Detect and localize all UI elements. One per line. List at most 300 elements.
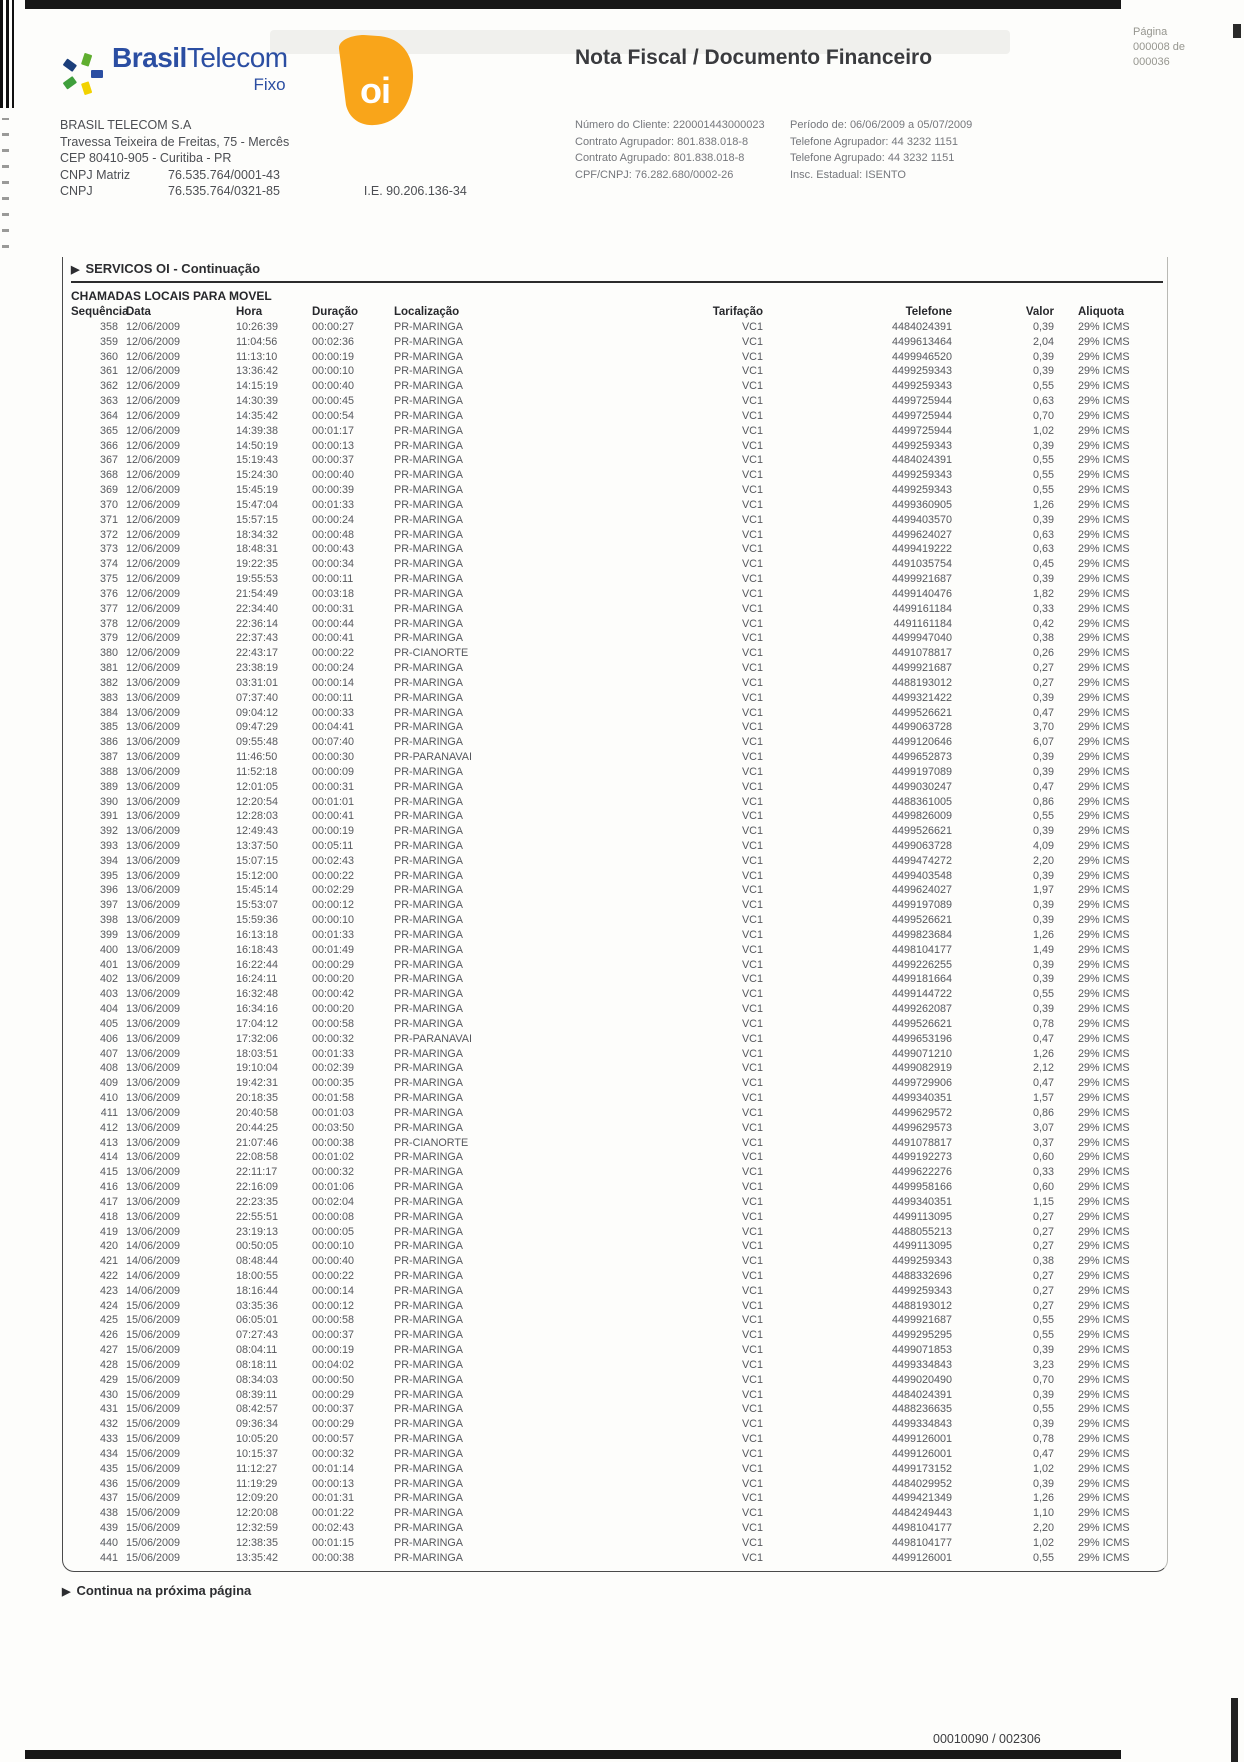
table-cell: PR-MARINGA <box>394 1418 463 1431</box>
table-cell: 4499946520 <box>891 350 952 363</box>
table-cell: PR-MARINGA <box>394 1507 463 1520</box>
column-header: Valor <box>1025 306 1054 318</box>
table-cell: 00:00:37 <box>312 454 355 467</box>
table-cell: 425 <box>99 1314 118 1327</box>
table-cell: 0,47 <box>1032 1077 1054 1090</box>
table-cell: 16:34:16 <box>236 1003 279 1016</box>
table-cell: 29% ICMS <box>1078 469 1130 482</box>
table-cell: 389 <box>99 780 118 793</box>
table-cell: 0,39 <box>1032 869 1054 882</box>
table-cell: 4484024391 <box>891 454 952 467</box>
table-cell: 13/06/2009 <box>126 780 181 793</box>
table-cell: 4499725944 <box>891 395 952 408</box>
table-cell: 401 <box>99 958 118 971</box>
table-row <box>71 1432 1163 1447</box>
table-cell: 4499120646 <box>891 736 952 749</box>
table-cell: 21:54:49 <box>236 587 279 600</box>
table-row <box>71 691 1163 706</box>
table-cell: 00:00:42 <box>312 988 355 1001</box>
table-cell: 11:46:50 <box>236 751 278 764</box>
table-cell: 00:00:38 <box>312 1136 355 1149</box>
table-cell: VC1 <box>741 1106 763 1119</box>
table-cell: 431 <box>99 1403 118 1416</box>
table-row <box>71 513 1163 528</box>
table-cell: 00:00:43 <box>312 543 355 556</box>
table-row <box>71 1239 1163 1254</box>
table-cell: 00:00:32 <box>312 1447 355 1460</box>
table-cell: 4499161184 <box>892 602 952 615</box>
table-cell: 29% ICMS <box>1078 528 1130 541</box>
table-cell: 0,55 <box>1032 1403 1054 1416</box>
table-cell: 12:38:35 <box>236 1536 279 1549</box>
table-cell: 4499020490 <box>891 1373 952 1386</box>
table-cell: 00:00:19 <box>312 1344 355 1357</box>
table-cell: VC1 <box>741 795 763 808</box>
table-cell: 22:16:09 <box>236 1181 279 1194</box>
table-cell: 4499126001 <box>891 1447 952 1460</box>
table-cell: 4499181664 <box>891 973 952 986</box>
table-cell: 4499295295 <box>891 1329 952 1342</box>
table-cell: VC1 <box>741 780 763 793</box>
table-cell: VC1 <box>741 617 763 630</box>
table-cell: 4499725944 <box>891 424 952 437</box>
table-cell: VC1 <box>741 1017 763 1030</box>
table-cell: 29% ICMS <box>1078 676 1130 689</box>
table-cell: 15:19:43 <box>236 454 279 467</box>
table-row <box>71 1150 1163 1165</box>
table-cell: 0,55 <box>1032 810 1054 823</box>
table-cell: 433 <box>99 1433 118 1446</box>
client-info-col2 <box>790 117 1005 183</box>
table-cell: 364 <box>99 409 118 422</box>
brand-sub-fixo: Fixo <box>253 75 286 94</box>
table-cell: 29% ICMS <box>1078 1433 1130 1446</box>
table-row <box>71 943 1163 958</box>
table-cell: 366 <box>99 439 118 452</box>
table-cell: 0,55 <box>1032 1551 1054 1564</box>
column-header: Sequência <box>71 306 129 318</box>
table-cell: 00:02:04 <box>312 1195 355 1208</box>
table-cell: 377 <box>99 602 118 615</box>
table-cell: VC1 <box>741 454 763 467</box>
table-cell: 381 <box>99 662 118 675</box>
table-cell: PR-MARINGA <box>394 1181 463 1194</box>
table-row <box>71 409 1163 424</box>
table-cell: 14/06/2009 <box>126 1240 181 1253</box>
table-row <box>71 913 1163 928</box>
column-header: Hora <box>236 306 263 318</box>
table-cell: 00:00:11 <box>312 573 354 586</box>
table-cell: 13/06/2009 <box>126 1017 181 1030</box>
table-cell: 4499419222 <box>891 543 952 556</box>
table-cell: VC1 <box>741 1388 763 1401</box>
table-cell: 00:00:41 <box>312 810 355 823</box>
oi-logo <box>336 34 416 128</box>
table-cell: 0,55 <box>1032 1329 1054 1342</box>
client-info-col1 <box>575 117 790 183</box>
table-cell: 00:00:20 <box>312 973 355 986</box>
table-cell: 4499259343 <box>891 365 952 378</box>
table-cell: 09:55:48 <box>236 736 279 749</box>
table-cell: 29% ICMS <box>1078 751 1130 764</box>
table-cell: 439 <box>99 1522 118 1535</box>
table-cell: VC1 <box>741 543 763 556</box>
table-cell: 409 <box>99 1077 118 1090</box>
table-cell: 0,86 <box>1032 1106 1054 1119</box>
table-cell: 13/06/2009 <box>126 988 181 1001</box>
table-cell: 15/06/2009 <box>126 1433 181 1446</box>
table-cell: VC1 <box>741 1329 763 1342</box>
table-cell: 11:04:56 <box>236 335 278 348</box>
table-cell: 15/06/2009 <box>126 1299 181 1312</box>
table-cell: VC1 <box>741 958 763 971</box>
table-cell: 14/06/2009 <box>126 1255 181 1268</box>
table-cell: 16:13:18 <box>236 928 279 941</box>
table-cell: 1,97 <box>1032 884 1054 897</box>
table-cell: 29% ICMS <box>1078 1240 1130 1253</box>
table-cell: 0,27 <box>1032 1270 1054 1282</box>
arrow-icon: ▶ <box>71 264 80 276</box>
table-cell: 13/06/2009 <box>126 1181 181 1194</box>
table-cell: PR-MARINGA <box>394 321 463 333</box>
telefone-agrupador: Telefone Agrupador: 44 3232 1151 <box>790 135 959 148</box>
table-cell: PR-MARINGA <box>394 899 463 912</box>
table-cell: 29% ICMS <box>1078 973 1130 986</box>
table-cell: 00:00:54 <box>312 409 355 422</box>
table-cell: 12/06/2009 <box>126 528 181 541</box>
table-cell: PR-MARINGA <box>394 706 463 719</box>
table-cell: 08:42:57 <box>236 1403 279 1416</box>
table-cell: 430 <box>99 1388 118 1401</box>
table-cell: 15/06/2009 <box>126 1373 181 1386</box>
table-cell: VC1 <box>741 1240 763 1253</box>
table-cell: 12/06/2009 <box>126 617 181 630</box>
table-cell: VC1 <box>741 602 763 615</box>
table-row <box>71 1254 1163 1269</box>
table-cell: 00:00:39 <box>312 484 355 497</box>
oi-logo-text: oi <box>360 70 390 111</box>
table-cell: PR-MARINGA <box>394 1477 463 1490</box>
table-cell: VC1 <box>741 825 763 838</box>
table-cell: 10:05:20 <box>236 1433 279 1446</box>
table-row <box>71 765 1163 780</box>
table-cell: 4499526621 <box>891 825 952 838</box>
table-cell: 29% ICMS <box>1078 928 1130 941</box>
table-cell: 4499958166 <box>891 1181 952 1194</box>
table-cell: 414 <box>99 1151 118 1164</box>
table-cell: PR-MARINGA <box>394 454 463 467</box>
page-info-total: 000036 <box>1133 56 1170 68</box>
table-cell: 29% ICMS <box>1078 795 1130 808</box>
table-cell: 0,39 <box>1032 365 1054 378</box>
table-cell: 29% ICMS <box>1078 1492 1130 1505</box>
table-cell: VC1 <box>741 409 763 422</box>
table-cell: 3,07 <box>1032 1121 1054 1134</box>
table-cell: 16:18:43 <box>236 943 279 956</box>
table-cell: 09:36:34 <box>236 1418 279 1431</box>
table-cell: 13/06/2009 <box>126 751 181 764</box>
table-cell: 0,27 <box>1032 1299 1054 1312</box>
table-row <box>71 958 1163 973</box>
table-cell: VC1 <box>741 1314 763 1327</box>
table-cell: 367 <box>99 454 118 467</box>
table-cell: PR-MARINGA <box>394 1225 463 1238</box>
table-row <box>71 898 1163 913</box>
table-row <box>71 1225 1163 1240</box>
scan-artifact-left-marks <box>0 0 14 108</box>
table-cell: 4499652873 <box>891 751 952 764</box>
table-cell: 4499071210 <box>891 1047 952 1060</box>
table-cell: 29% ICMS <box>1078 617 1130 630</box>
table-cell: 424 <box>99 1299 118 1312</box>
table-cell: 4498104177 <box>891 943 952 956</box>
table-cell: 22:34:40 <box>236 602 279 615</box>
table-cell: 00:01:33 <box>312 498 355 511</box>
table-cell: 14:50:19 <box>236 439 279 452</box>
table-cell: 2,04 <box>1032 335 1054 348</box>
table-cell: 0,33 <box>1032 1166 1054 1179</box>
table-row <box>71 617 1163 632</box>
table-cell: 0,26 <box>1032 647 1054 660</box>
table-cell: 1,15 <box>1032 1195 1054 1208</box>
table-cell: 0,39 <box>1032 825 1054 838</box>
table-cell: 15/06/2009 <box>126 1344 181 1357</box>
table-cell: 13/06/2009 <box>126 691 181 704</box>
table-cell: PR-MARINGA <box>394 1299 463 1312</box>
table-row <box>71 439 1163 454</box>
table-cell: 29% ICMS <box>1078 632 1130 645</box>
table-cell: 12/06/2009 <box>126 543 181 556</box>
table-row <box>71 1343 1163 1358</box>
table-cell: 4499826009 <box>891 810 952 823</box>
table-cell: PR-MARINGA <box>394 1462 463 1475</box>
table-row <box>71 528 1163 543</box>
table-cell: 00:00:22 <box>312 869 355 882</box>
table-cell: 2,12 <box>1032 1062 1054 1075</box>
table-cell: VC1 <box>741 1522 763 1535</box>
table-cell: PR-MARINGA <box>394 1210 463 1223</box>
table-cell: 29% ICMS <box>1078 1225 1130 1238</box>
table-cell: 14:15:19 <box>236 380 279 393</box>
table-cell: PR-MARINGA <box>394 1551 463 1564</box>
table-cell: PR-MARINGA <box>394 1388 463 1401</box>
table-cell: 13/06/2009 <box>126 706 181 719</box>
table-cell: 382 <box>99 676 118 689</box>
table-cell: 13/06/2009 <box>126 1032 181 1045</box>
table-cell: PR-MARINGA <box>394 365 463 378</box>
table-cell: PR-MARINGA <box>394 1077 463 1090</box>
table-cell: 400 <box>99 943 118 956</box>
table-cell: 15/06/2009 <box>126 1403 181 1416</box>
table-cell: PR-MARINGA <box>394 380 463 393</box>
table-cell: VC1 <box>741 899 763 912</box>
table-cell: 07:37:40 <box>236 691 279 704</box>
table-cell: 00:00:29 <box>312 1418 355 1431</box>
document-number: 00010090 / 002306 <box>933 1732 1041 1746</box>
table-cell: PR-MARINGA <box>394 1195 463 1208</box>
table-cell: 0,37 <box>1032 1136 1054 1149</box>
table-cell: PR-MARINGA <box>394 424 463 437</box>
table-cell: 410 <box>99 1092 118 1105</box>
scan-artifact-right-mark <box>1231 1698 1238 1762</box>
table-cell: 11:52:18 <box>236 765 278 778</box>
contrato-agrupado: Contrato Agrupado: 801.838.018-8 <box>575 152 745 164</box>
table-cell: PR-MARINGA <box>394 558 463 571</box>
periodo: Período de: 06/06/2009 a 05/07/2009 <box>790 119 973 131</box>
table-cell: 2,20 <box>1032 1522 1054 1535</box>
table-cell: 4488055213 <box>891 1225 952 1238</box>
table-cell: 0,39 <box>1032 1477 1054 1490</box>
table-cell: VC1 <box>741 469 763 482</box>
column-header: Aliquota <box>1078 306 1124 318</box>
table-cell: VC1 <box>741 1121 763 1134</box>
table-cell: 4499624027 <box>891 884 952 897</box>
table-cell: 00:00:20 <box>312 1003 355 1016</box>
table-cell: 4499113095 <box>892 1240 952 1253</box>
table-cell: 07:27:43 <box>236 1329 279 1342</box>
table-cell: 379 <box>99 632 118 645</box>
table-cell: 00:07:40 <box>312 736 355 749</box>
table-cell: 29% ICMS <box>1078 854 1130 867</box>
table-cell: 438 <box>99 1507 118 1520</box>
table-cell: 408 <box>99 1062 118 1075</box>
table-row <box>71 1165 1163 1180</box>
table-cell: 29% ICMS <box>1078 839 1130 852</box>
table-cell: PR-MARINGA <box>394 928 463 941</box>
table-cell: 22:37:43 <box>236 632 279 645</box>
table-cell: 00:02:43 <box>312 854 355 867</box>
table-cell: VC1 <box>741 365 763 378</box>
table-row <box>71 1328 1163 1343</box>
table-cell: 0,70 <box>1032 1373 1054 1386</box>
table-cell: 427 <box>99 1344 118 1357</box>
table-cell: 12/06/2009 <box>126 365 181 378</box>
table-cell: 12/06/2009 <box>126 558 181 571</box>
table-cell: 428 <box>99 1358 118 1371</box>
table-cell: 15/06/2009 <box>126 1314 181 1327</box>
table-cell: VC1 <box>741 1358 763 1371</box>
table-cell: VC1 <box>741 1344 763 1357</box>
table-cell: 29% ICMS <box>1078 736 1130 749</box>
table-cell: 00:00:13 <box>312 439 355 452</box>
table-cell: 0,78 <box>1032 1017 1054 1030</box>
table-cell: 29% ICMS <box>1078 1136 1130 1149</box>
table-cell: 22:55:51 <box>236 1210 279 1223</box>
table-cell: 00:00:58 <box>312 1017 355 1030</box>
table-row <box>71 1491 1163 1506</box>
table-cell: 22:08:58 <box>236 1151 279 1164</box>
table-cell: 4499921687 <box>891 573 952 586</box>
table-cell: PR-MARINGA <box>394 484 463 497</box>
table-cell: 0,39 <box>1032 1003 1054 1016</box>
table-cell: 14/06/2009 <box>126 1270 181 1282</box>
table-cell: 0,39 <box>1032 1418 1054 1431</box>
table-cell: VC1 <box>741 1418 763 1431</box>
table-cell: 00:00:10 <box>312 914 355 927</box>
table-cell: 29% ICMS <box>1078 662 1130 675</box>
table-cell: 29% ICMS <box>1078 1507 1130 1520</box>
table-cell: 00:00:57 <box>312 1433 355 1446</box>
table-cell: 4491035754 <box>891 558 952 571</box>
table-cell: 16:32:48 <box>236 988 279 1001</box>
table-cell: 29% ICMS <box>1078 1121 1130 1134</box>
table-cell: VC1 <box>741 1536 763 1549</box>
table-cell: 4499421349 <box>891 1492 952 1505</box>
table-cell: 17:32:06 <box>236 1032 279 1045</box>
table-cell: PR-CIANORTE <box>394 647 469 660</box>
table-cell: 13/06/2009 <box>126 928 181 941</box>
table-cell: 3,70 <box>1032 721 1054 734</box>
table-cell: 378 <box>99 617 118 630</box>
table-cell: 4499259343 <box>891 439 952 452</box>
table-cell: 14:35:42 <box>236 409 279 422</box>
table-cell: 08:39:11 <box>236 1388 278 1401</box>
table-cell: 00:00:30 <box>312 751 355 764</box>
table-cell: VC1 <box>741 1373 763 1386</box>
table-cell: 4499725944 <box>891 409 952 422</box>
table-cell: 4499360905 <box>891 498 952 511</box>
table-cell: PR-MARINGA <box>394 513 463 526</box>
table-cell: 08:04:11 <box>236 1344 278 1357</box>
table-cell: VC1 <box>741 380 763 393</box>
table-cell: 361 <box>99 365 118 378</box>
table-cell: 0,55 <box>1032 1314 1054 1327</box>
table-cell: 12:01:05 <box>236 780 279 793</box>
table-cell: 23:19:13 <box>236 1225 279 1238</box>
table-cell: 4499071853 <box>891 1344 952 1357</box>
table-row <box>71 1447 1163 1462</box>
table-row <box>71 1373 1163 1388</box>
table-cell: 00:02:39 <box>312 1062 355 1075</box>
table-cell: 00:00:38 <box>312 1551 355 1564</box>
table-row <box>71 468 1163 483</box>
table-cell: PR-MARINGA <box>394 1492 463 1505</box>
table-cell: 0,60 <box>1032 1151 1054 1164</box>
table-cell: 0,27 <box>1032 676 1054 689</box>
table-cell: 4491078817 <box>891 1136 952 1149</box>
table-row <box>71 1091 1163 1106</box>
table-cell: 403 <box>99 988 118 1001</box>
table-cell: VC1 <box>741 558 763 571</box>
table-row <box>71 1195 1163 1210</box>
table-cell: 18:16:44 <box>236 1284 279 1297</box>
table-cell: 372 <box>99 528 118 541</box>
table-cell: 365 <box>99 424 118 437</box>
table-cell: PR-MARINGA <box>394 691 463 704</box>
table-cell: 00:00:32 <box>312 1032 355 1045</box>
table-cell: 4499259343 <box>891 1255 952 1268</box>
table-cell: 0,78 <box>1032 1433 1054 1446</box>
table-cell: VC1 <box>741 1077 763 1090</box>
table-cell: 4499947040 <box>891 632 952 645</box>
table-cell: 00:02:36 <box>312 335 355 348</box>
table-cell: 29% ICMS <box>1078 1032 1130 1045</box>
table-cell: PR-MARINGA <box>394 587 463 600</box>
table-cell: 09:47:29 <box>236 721 279 734</box>
table-cell: 413 <box>99 1136 118 1149</box>
table-cell: 12:49:43 <box>236 825 279 838</box>
table-cell: 13/06/2009 <box>126 958 181 971</box>
table-row <box>71 1017 1163 1032</box>
table-cell: 00:01:14 <box>312 1462 355 1475</box>
table-cell: 15/06/2009 <box>126 1522 181 1535</box>
table-cell: 16:24:11 <box>236 973 278 986</box>
table-cell: PR-MARINGA <box>394 1240 463 1253</box>
table-cell: 17:04:12 <box>236 1017 279 1030</box>
table-cell: PR-MARINGA <box>394 839 463 852</box>
page-info <box>1133 25 1185 70</box>
table-cell: 393 <box>99 839 118 852</box>
